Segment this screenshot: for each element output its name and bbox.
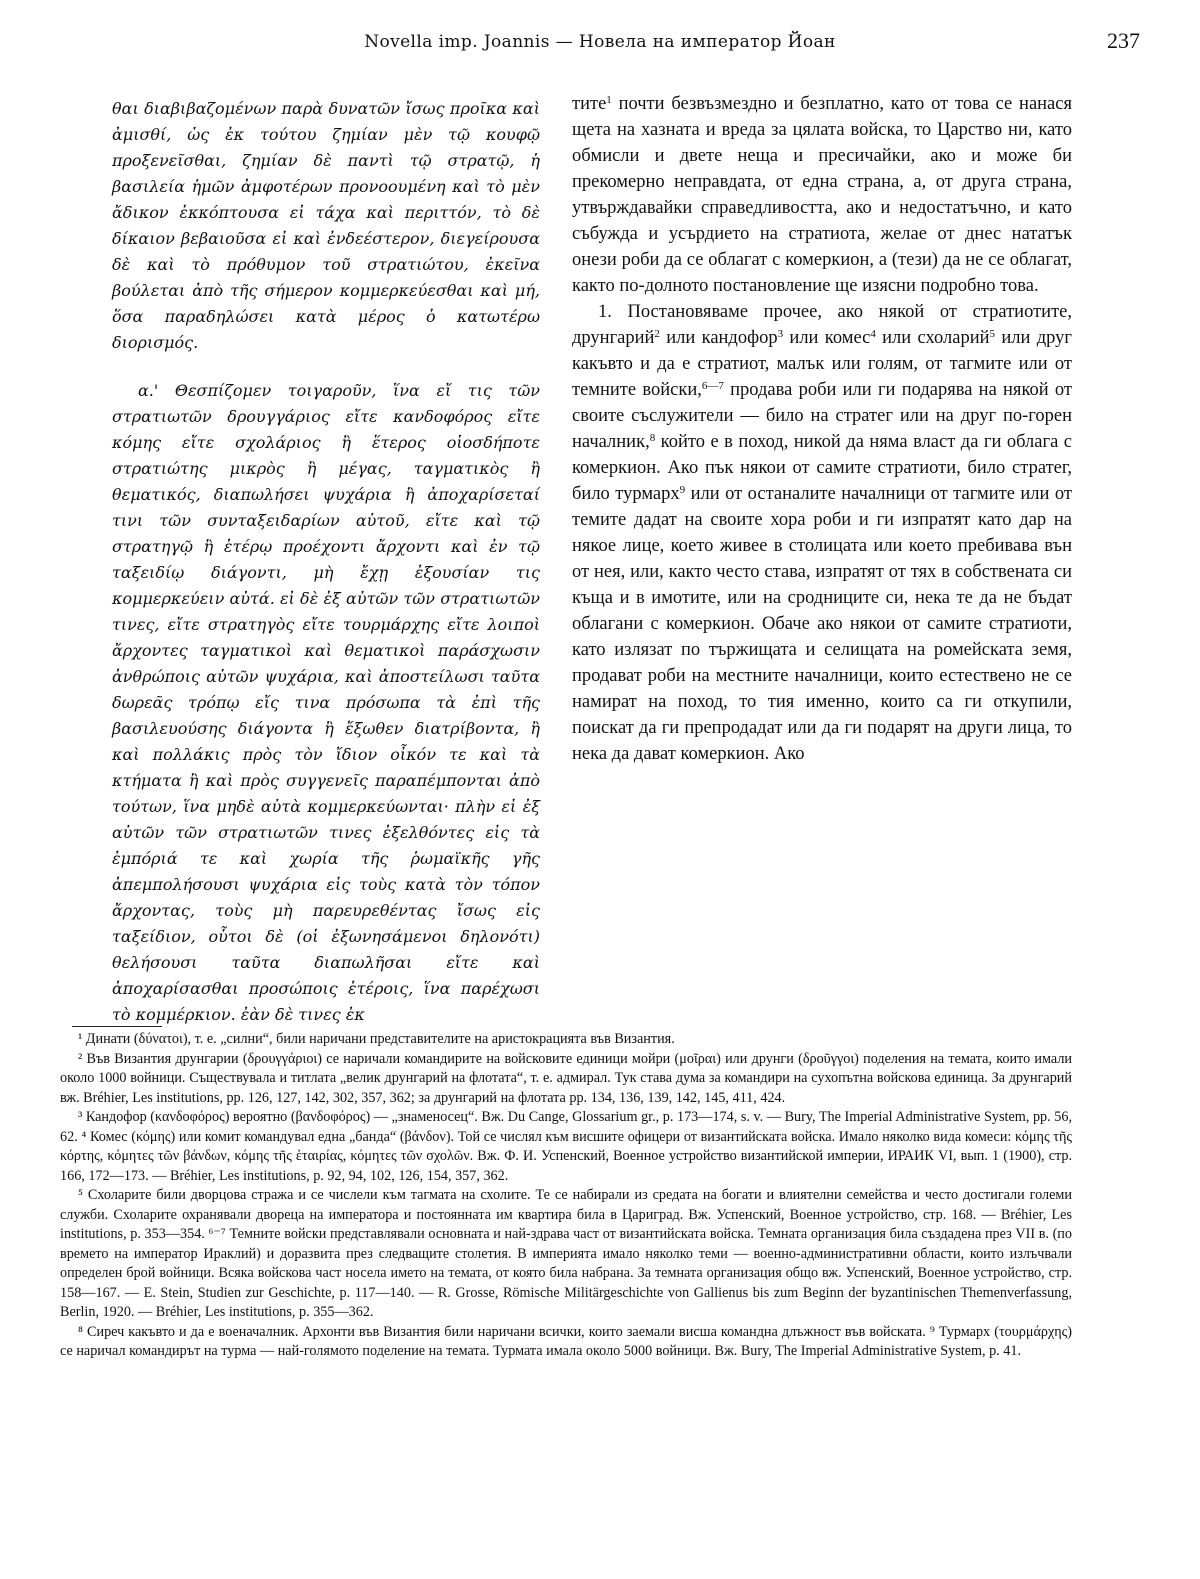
- greek-column-bottom: [112, 378, 540, 1028]
- footnote-4-text: ⁴ Комес (κόμης) или комит командувал една „банда“ (βάνδον). Той се числял към висшите офицери от византийската войска. Имало няколко вида комеси: κόμης τῆς κόρτης, κόμητες τῶν βάνδων, κόμης τῆς ἑταιρίας, κόμητες τῶν σχολῶν. Вж. Ф. И. Успенский, Военное устройство византийской империи, ИРАИК VI, вып. 1 (1900), стр. 166, 172—173. — Bréhier, Les institutions, p. 92, 94, 102, 126, 154, 357, 362.: [60, 1128, 1073, 1184]
- footnote-ref[interactable]: 1: [606, 94, 612, 106]
- greek-column-top: [112, 96, 540, 356]
- footnote-ref[interactable]: 2: [654, 328, 660, 340]
- footnotes: [60, 1030, 1072, 1362]
- footnote-ref[interactable]: 8: [649, 432, 656, 444]
- text-run: тите: [572, 94, 607, 114]
- footnote-6-7-text: ⁶⁻⁷ Темните войски представлявали основната и най-здрава част от византийската войска. Темната организация била създадена през VII в. (по времето на император Ираклий) и доразвита през следващите столетия. В империята имало няколко теми — военно-административни области, които излъчвали определен брой войници. Всяка войскова част носела името на темата, от която била набрана. За темната организация общо вж. Успенский, Военное устройство, стр. 158—167. — E. Stein, Studien zur Geschichte, p. 117—140. — R. Grosse, Römische Militärgeschichte von Gallienus bis zum Beginn der byzantinischen Themenverfassung, Berlin, 1920. — Bréhier, Les institutions, p. 355—362.: [60, 1226, 1072, 1320]
- running-head: Novella imp. Joannis — Новела на император Йоан: [364, 32, 836, 52]
- footnote-ref[interactable]: 4: [870, 328, 876, 340]
- text-run: или кандофор: [659, 328, 778, 348]
- footnote-5-text: ⁵ Схоларите били дворцова стража и се числели към тагмата на схолите. Те се набирали из средата на богати и влиятелни семейства и често достигали големи служби. Схоларите охранявали двореца на императора и постоянната им квартира била в Цариград. Вж. Успенский, Военное устройство, стр. 168. — Bréhier, Les institutions, p. 353—354.: [60, 1187, 1072, 1242]
- greek-paragraph-2: α.' Θεσπίζομεν τοιγαροῦν, ἵνα εἴ τις τῶν στρατιωτῶν δρουγγάριος εἴτε κανδοφόρος εἴτε κόμης εἴτε σχολάριος ἢ ἕτερος οἱοσδήποτε στρατιώτης μικρὸς ἢ μέγας, ταγματικὸς ἢ θεματικός, διαπωλήσει ψυχάρια ἢ ἀποχαρίσεταί τινι τῶν συνταξειδαρίων αὐτοῦ, εἴτε καὶ τῷ στρατηγῷ ἢ ἑτέρῳ προέχοντι ἄρχοντι καὶ ἐν τῷ ταξειδίῳ διάγοντι, μὴ ἔχῃ ἐξουσίαν τις κομμερκεύειν αὐτά. εἰ δὲ ἐξ αὐτῶν τῶν στρατιωτῶν τινες, εἴτε στρατηγὸς εἴτε τουρμάρχης εἴτε λοιποὶ ἄρχοντες ταγματικοὶ καὶ θεματικοὶ παράσχωσιν ἀνθρώποις αὐτῶν ψυχάρια, καὶ ἀποστείλωσι ταῦτα δωρεᾶς τρόπῳ εἴς τινα πρόσωπα τὰ ἐπὶ τῆς βασιλευούσης διάγοντα ἢ ἔξωθεν διατρίβοντα, ἢ καὶ πολλάκις πρὸς τὸν ἴδιον οἶκόν τε καὶ τὰ κτήματα ἢ καὶ πρὸς συγγενεῖς παραπέμπονται ἀπὸ τούτων, ἵνα μηδὲ αὐτὰ κομμερκεύωνται· πλὴν εἰ ἐξ αὐτῶν τῶν στρατιωτῶν τινες ἐξελθόντες εἰς τὰ ἐμπόριά τε καὶ χωρία τῆς ῥωμαϊκῆς γῆς ἀπεμπολήσουσι ψυχάρια εἰς τοὺς κατὰ τὸν τόπον ἄρχοντας, τοὺς μὴ παρευρεθέντας ἴσως εἰς ταξείδιον, οὗτοι δὲ (οἱ ἐξωνησάμενοι δηλονότι) θελήσουσι ταῦτα διαπωλῆσαι εἴτε καὶ ἀποχαρίσασθαι προσώποις ἑτέροις, ἵνα παρέχωσι τὸ κομμέρκιον. ἐὰν δὲ τινες ἐκ: [112, 381, 540, 1024]
- footnote-8-text: ⁸ Сиреч какъвто и да е военачалник. Архонти във Византия били наричани всички, които заемали висша командна длъжност във войската.: [78, 1323, 926, 1340]
- text-run: който е в поход, никой да няма власт да ги облага с комеркион. Ако пък някои от самите стратиоти, било стратег, било турмарх: [572, 432, 1072, 504]
- greek-paragraph-1: θαι διαβιβαζομένων παρὰ δυνατῶν ἴσως προῖκα καὶ ἀμισθί, ὡς ἐκ τούτου ζημίαν μὲν τῷ κουφῷ προξενεῖσθαι, ζημίαν δὲ παντὶ τῷ στρατῷ, ἡ βασιλεία ἡμῶν ἀμφοτέρων προνοουμένη καὶ τὸ μὲν ἄδικον ἐκκόπτουσα εἰ τάχα καὶ περιττόν, τὸ δὲ δίκαιον βεβαιοῦσα εἰ καὶ ἐνδεέστερον, διεγείρουσα δὲ καὶ τὸ πρόθυμον τοῦ στρατιώτου, ἐκεῖνα βούλεται ἀπὸ τῆς σήμερον κομμερκεύεσθαι καὶ μή, ὅσα παραδηλώσει κατὰ μέρος ὁ κατωτέρω διορισμός.: [112, 99, 540, 352]
- footnote-5: [60, 1186, 1072, 1323]
- footnote-9-text: ⁹ Турмарх (τουρμάρχης) се наричал командирът на турма — най-голямото поделение на темата. Турмата имала около 5000 войници. Вж. Bury, The Imperial Administrative System, p. 41.: [60, 1323, 1073, 1359]
- text-run: или от останалите началници от тагмите или от темите дадат на своите хора роби и ги изпратят като дар на някое лице, което живее в столицата или което пребивава вън от нея, или, както често става, изпратят от тях в собствената си къща и в имотите, или на сродниците си, нека те да не бъдат облагани с комеркион. Обаче ако някои от самите стратиоти, като излязат по тържищата и селищата на ромейската земя, продават роби на местните началници, които естествено не се намират на поход, то тия именно, които са ги откупили, поискат да ги препродадат или да ги подарят на други лица, то нека да дават комеркион. Ако: [572, 484, 1072, 764]
- text-run: или комес: [783, 328, 871, 348]
- footnote-ref[interactable]: 6—7: [701, 380, 724, 392]
- text-run: 1. Постановяваме прочее, ако някой от стратиотите, друнгарий: [572, 302, 1072, 348]
- footnote-ref[interactable]: 5: [989, 328, 996, 340]
- footnote-divider: [72, 1026, 162, 1027]
- footnote-8: [60, 1323, 1072, 1362]
- footnote-2: ² Във Византия друнгарии (δρουγγάριοι) се наричали командирите на войсковите единици мойри (μοῖραι) или друнги (δροῦγγοι) поделения на темата, които имали около 1000 войници. Съществувала и титлата „велик друнгарий на флотата“, т. е. адмирал. Тук става дума за командири на сухопътна войскова единица. За друнгарий вж. Bréhier, Les institutions, pp. 126, 127, 142, 302, 357, 362; за друнгарий на флотата pp. 134, 136, 139, 142, 145, 411, 424.: [60, 1050, 1072, 1106]
- footnote-3: [60, 1108, 1072, 1186]
- text-run: или друг какъвто и да е стратиот, малък или голям, от тагмите или от темните войски,: [572, 328, 1072, 400]
- page-number: 237: [1107, 28, 1140, 53]
- page-header: [60, 28, 1140, 68]
- bulgarian-paragraph-2: [572, 299, 1072, 767]
- bulgarian-column: [572, 91, 1072, 767]
- text-run: или схоларий: [875, 328, 990, 348]
- footnote-ref[interactable]: 9: [679, 484, 686, 496]
- footnote-1: ¹ Динати (δύνατοι), т. е. „силни“, били наричани представителите на аристокрацията във Византия.: [78, 1031, 675, 1047]
- text-run: почти безвъзмездно и безплатно, като от това се нанася щета на хазната и вреда за цялата войска, то Царство ни, като обмисли и двете неща и пресичайки, ако и може би прекомерно неправдата, от една страна, а, от друга страна, утвърждавайки справедливостта, ако и недостатъчно, и като събужда и усърдието на стратиота, желае от днес нататък онези роби да се облагат с комеркион, а (тези) да не се облагат, както по-долното постановление ще изясни подробно това.: [572, 94, 1072, 296]
- bulgarian-paragraph-1: [572, 91, 1072, 299]
- footnote-3-text: ³ Кандофор (κανδοφόρος) вероятно (βανδοφόρος) — „знаменосец“. Вж. Du Cange, Glossarium gr., p. 173—174, s. v. — Bury, The Imperial Administrative System, pp. 56, 62.: [60, 1109, 1072, 1145]
- footnote-ref[interactable]: 3: [777, 328, 784, 340]
- text-run: продава роби или ги подарява на някой от своите съслужители — било на стратег или на друг по-горен началник,: [572, 380, 1072, 452]
